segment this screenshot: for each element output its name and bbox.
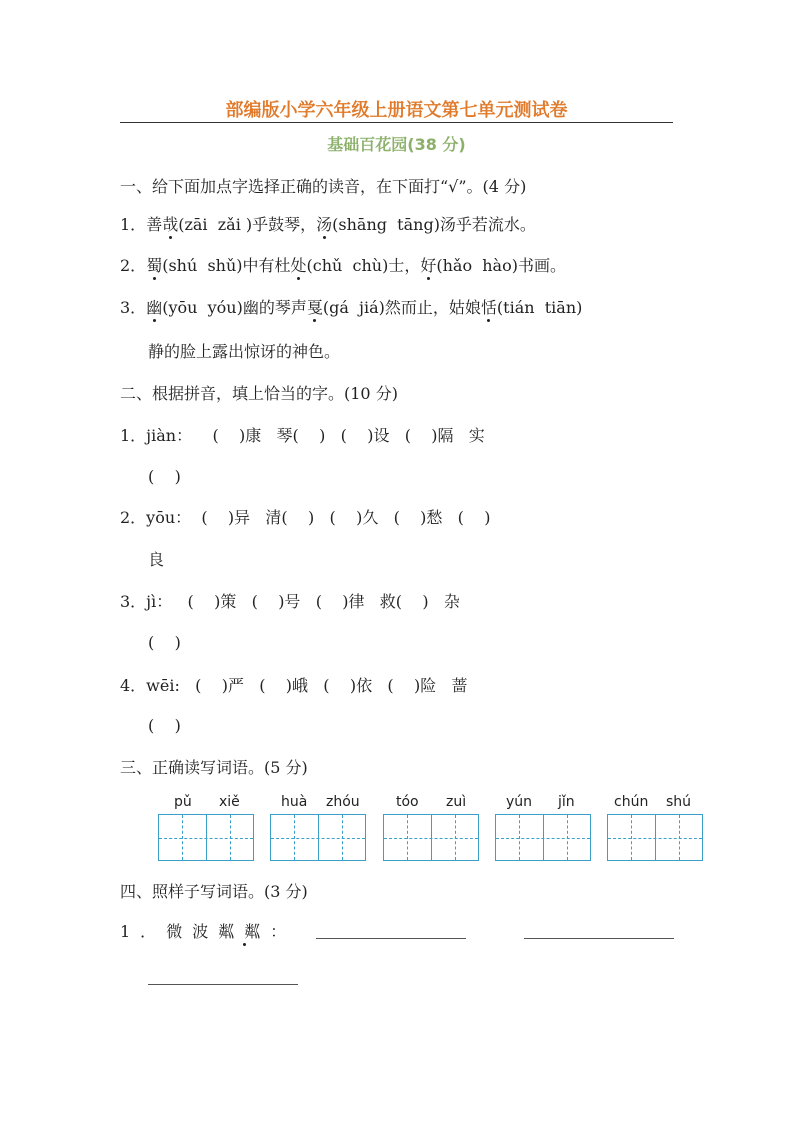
q2-row-3: 3．jì： ( )策 ( )号 ( )律 救( ) 杂: [120, 592, 460, 611]
item-number: 1．: [120, 215, 147, 234]
pinyin: zuì: [446, 794, 467, 810]
pinyin-options: (gá jiá)然而止，姑娘: [322, 298, 481, 317]
dotted-char: 哉: [162, 215, 179, 234]
item-number: 2．: [120, 256, 147, 275]
pinyin: xiě: [219, 794, 240, 810]
q1-heading: 一、给下面加点字选择正确的读音，在下面打“√”。(4 分): [120, 177, 527, 196]
q2-row-1-cont: ( ): [148, 467, 181, 486]
item-number: 3．: [120, 298, 147, 317]
title-divider: [120, 122, 673, 123]
writing-grid[interactable]: [270, 814, 366, 861]
pinyin: jǐn: [558, 794, 575, 810]
dotted-char: 戛: [306, 298, 323, 317]
q2-heading: 二、根据拼音，填上恰当的字。(10 分): [120, 384, 398, 403]
q1-item-1: [120, 215, 536, 235]
pinyin: chún: [614, 794, 649, 810]
q1-item-3-cont: 静的脸上露出惊讶的神色。: [148, 342, 341, 361]
q4-heading: 四、照样子写词语。(3 分): [120, 882, 308, 901]
answer-line[interactable]: [316, 938, 466, 939]
writing-grid[interactable]: [383, 814, 479, 861]
section-subtitle: 基础百花园(38 分): [327, 135, 466, 154]
dotted-char: 蜀: [146, 256, 163, 275]
colon: ：: [270, 922, 297, 941]
q2-row-3-cont: ( ): [148, 633, 181, 652]
pinyin: shú: [666, 794, 692, 810]
pinyin-options: (shāng tāng)汤乎若流水。: [332, 215, 536, 234]
q4-item-1: [120, 922, 296, 942]
answer-line[interactable]: [524, 938, 674, 939]
q3-heading: 三、正确读写词语。(5 分): [120, 758, 308, 777]
dotted-char: 幽: [146, 298, 163, 317]
text: 善: [146, 215, 163, 234]
writing-grid[interactable]: [495, 814, 591, 861]
dotted-char: 处: [290, 256, 307, 275]
q2-row-4: 4．wēi: ( )严 ( )峨 ( )依 ( )险 蔷: [120, 676, 468, 695]
dotted-char: 恬: [480, 298, 497, 317]
pinyin: huà: [281, 794, 308, 810]
pinyin-options: (tián tiān): [496, 298, 583, 317]
pinyin-options: (yōu yóu)幽的琴声: [162, 298, 307, 317]
q2-row-2-cont: 良: [148, 550, 165, 569]
page-title: 部编版小学六年级上册语文第七单元测试卷: [225, 100, 568, 121]
q2-row-4-cont: ( ): [148, 716, 181, 735]
q2-row-2: 2．yōu： ( )异 清( ) ( )久 ( )愁 ( ): [120, 508, 491, 527]
pinyin-options: (chǔ chù)士，: [306, 256, 421, 275]
q1-item-3: [120, 298, 582, 318]
pinyin-options: (zāi zǎi )乎鼓琴，: [178, 215, 317, 234]
dotted-char: 汤: [316, 215, 333, 234]
item-number: 1．: [120, 922, 167, 941]
pinyin: zhóu: [326, 794, 360, 810]
dotted-chars: 粼粼: [218, 922, 271, 941]
pinyin: yún: [506, 794, 533, 810]
writing-grid[interactable]: [607, 814, 703, 861]
q1-item-2: [120, 256, 566, 276]
pinyin: pǔ: [174, 794, 192, 810]
example-text: 微波: [166, 922, 219, 941]
answer-line[interactable]: [148, 984, 298, 985]
pinyin-options: (hǎo hào)书画。: [436, 256, 566, 275]
dotted-char: 好: [420, 256, 437, 275]
pinyin: tóo: [396, 794, 419, 810]
q2-row-1: 1．jiàn： ( )康 琴( ) ( )设 ( )隔 实: [120, 426, 485, 445]
writing-grid[interactable]: [158, 814, 254, 861]
pinyin-options: (shú shǔ)中有杜: [162, 256, 291, 275]
